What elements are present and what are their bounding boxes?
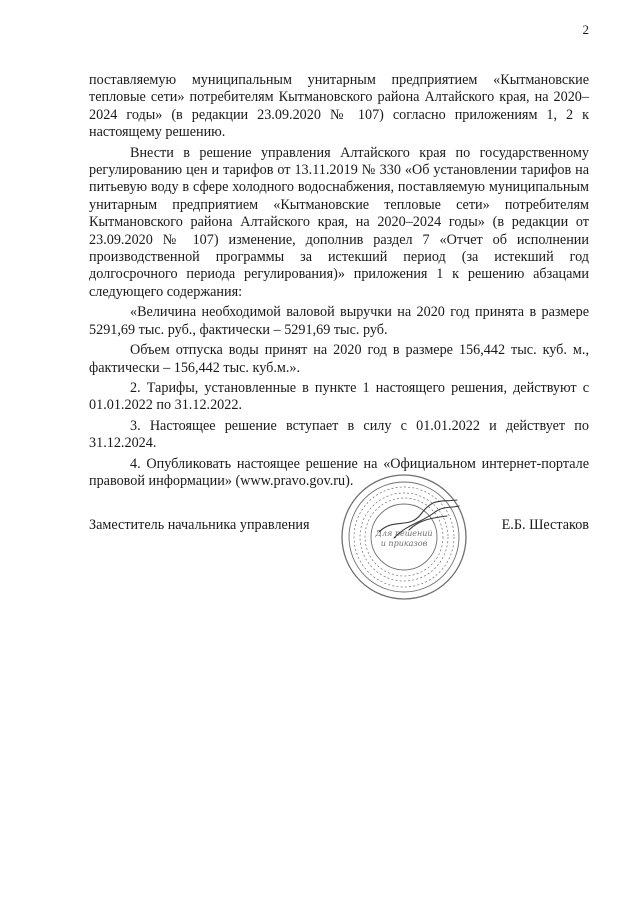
svg-text:и приказов: и приказов — [380, 539, 428, 548]
paragraph-3: «Величина необходимой валовой выручки на 2020 год принята в размере 5291,69 тыс. руб., фактически – 5291,69 тыс. руб. — [89, 304, 589, 338]
official-stamp — [339, 472, 469, 602]
svg-text:Для решений: Для решений — [375, 529, 433, 538]
signer-position: Заместитель начальника управления — [89, 517, 310, 533]
signature-block — [89, 472, 589, 592]
paragraph-1: поставляемую муниципальным унитарным предприятием «Кытмановские тепловые сети» потребителям Кытмановского района Алтайского края, на 2020–2024 годы» (в редакции 23.09.2020 № 107) согласно приложениям 1, 2 к настоящему решению. — [89, 72, 589, 141]
page-number: 2 — [582, 22, 589, 37]
paragraph-4: Объем отпуска воды принят на 2020 год в размере 156,442 тыс. куб. м., фактически – 156,442 тыс. куб.м.». — [89, 342, 589, 376]
paragraph-5: 2. Тарифы, установленные в пункте 1 настоящего решения, действуют с 01.01.2022 по 31.12.2022. — [89, 379, 589, 414]
signer-name: Е.Б. Шестаков — [501, 517, 589, 533]
paragraph-6: 3. Настоящее решение вступает в силу с 01.01.2022 и действует по 31.12.2024. — [89, 417, 589, 452]
document-body — [89, 72, 589, 493]
paragraph-7: 4. Опубликовать настоящее решение на «Официальном интернет-портале правовой информации» (www.pravo.gov.ru). — [89, 455, 589, 489]
paragraph-2: Внести в решение управления Алтайского края по государственному регулированию цен и тарифов от 13.11.2019 № 330 «Об установлении тарифов на питьевую воду в сфере холодного водоснабжения, поставляемую муниципальным унитарным предприятием «Кытмановские тепловые сети» потребителям Кытмановского района Алтайского края, на 2020–2024 годы» (в редакции от 23.09.2020 № 107) изменение, дополнив раздел 7 «Отчет об исполнении производственной программы за истекший период (за истекший год долгосрочного периода регулирования)» приложения 1 к решению абзацами следующего содержания: — [89, 144, 589, 300]
